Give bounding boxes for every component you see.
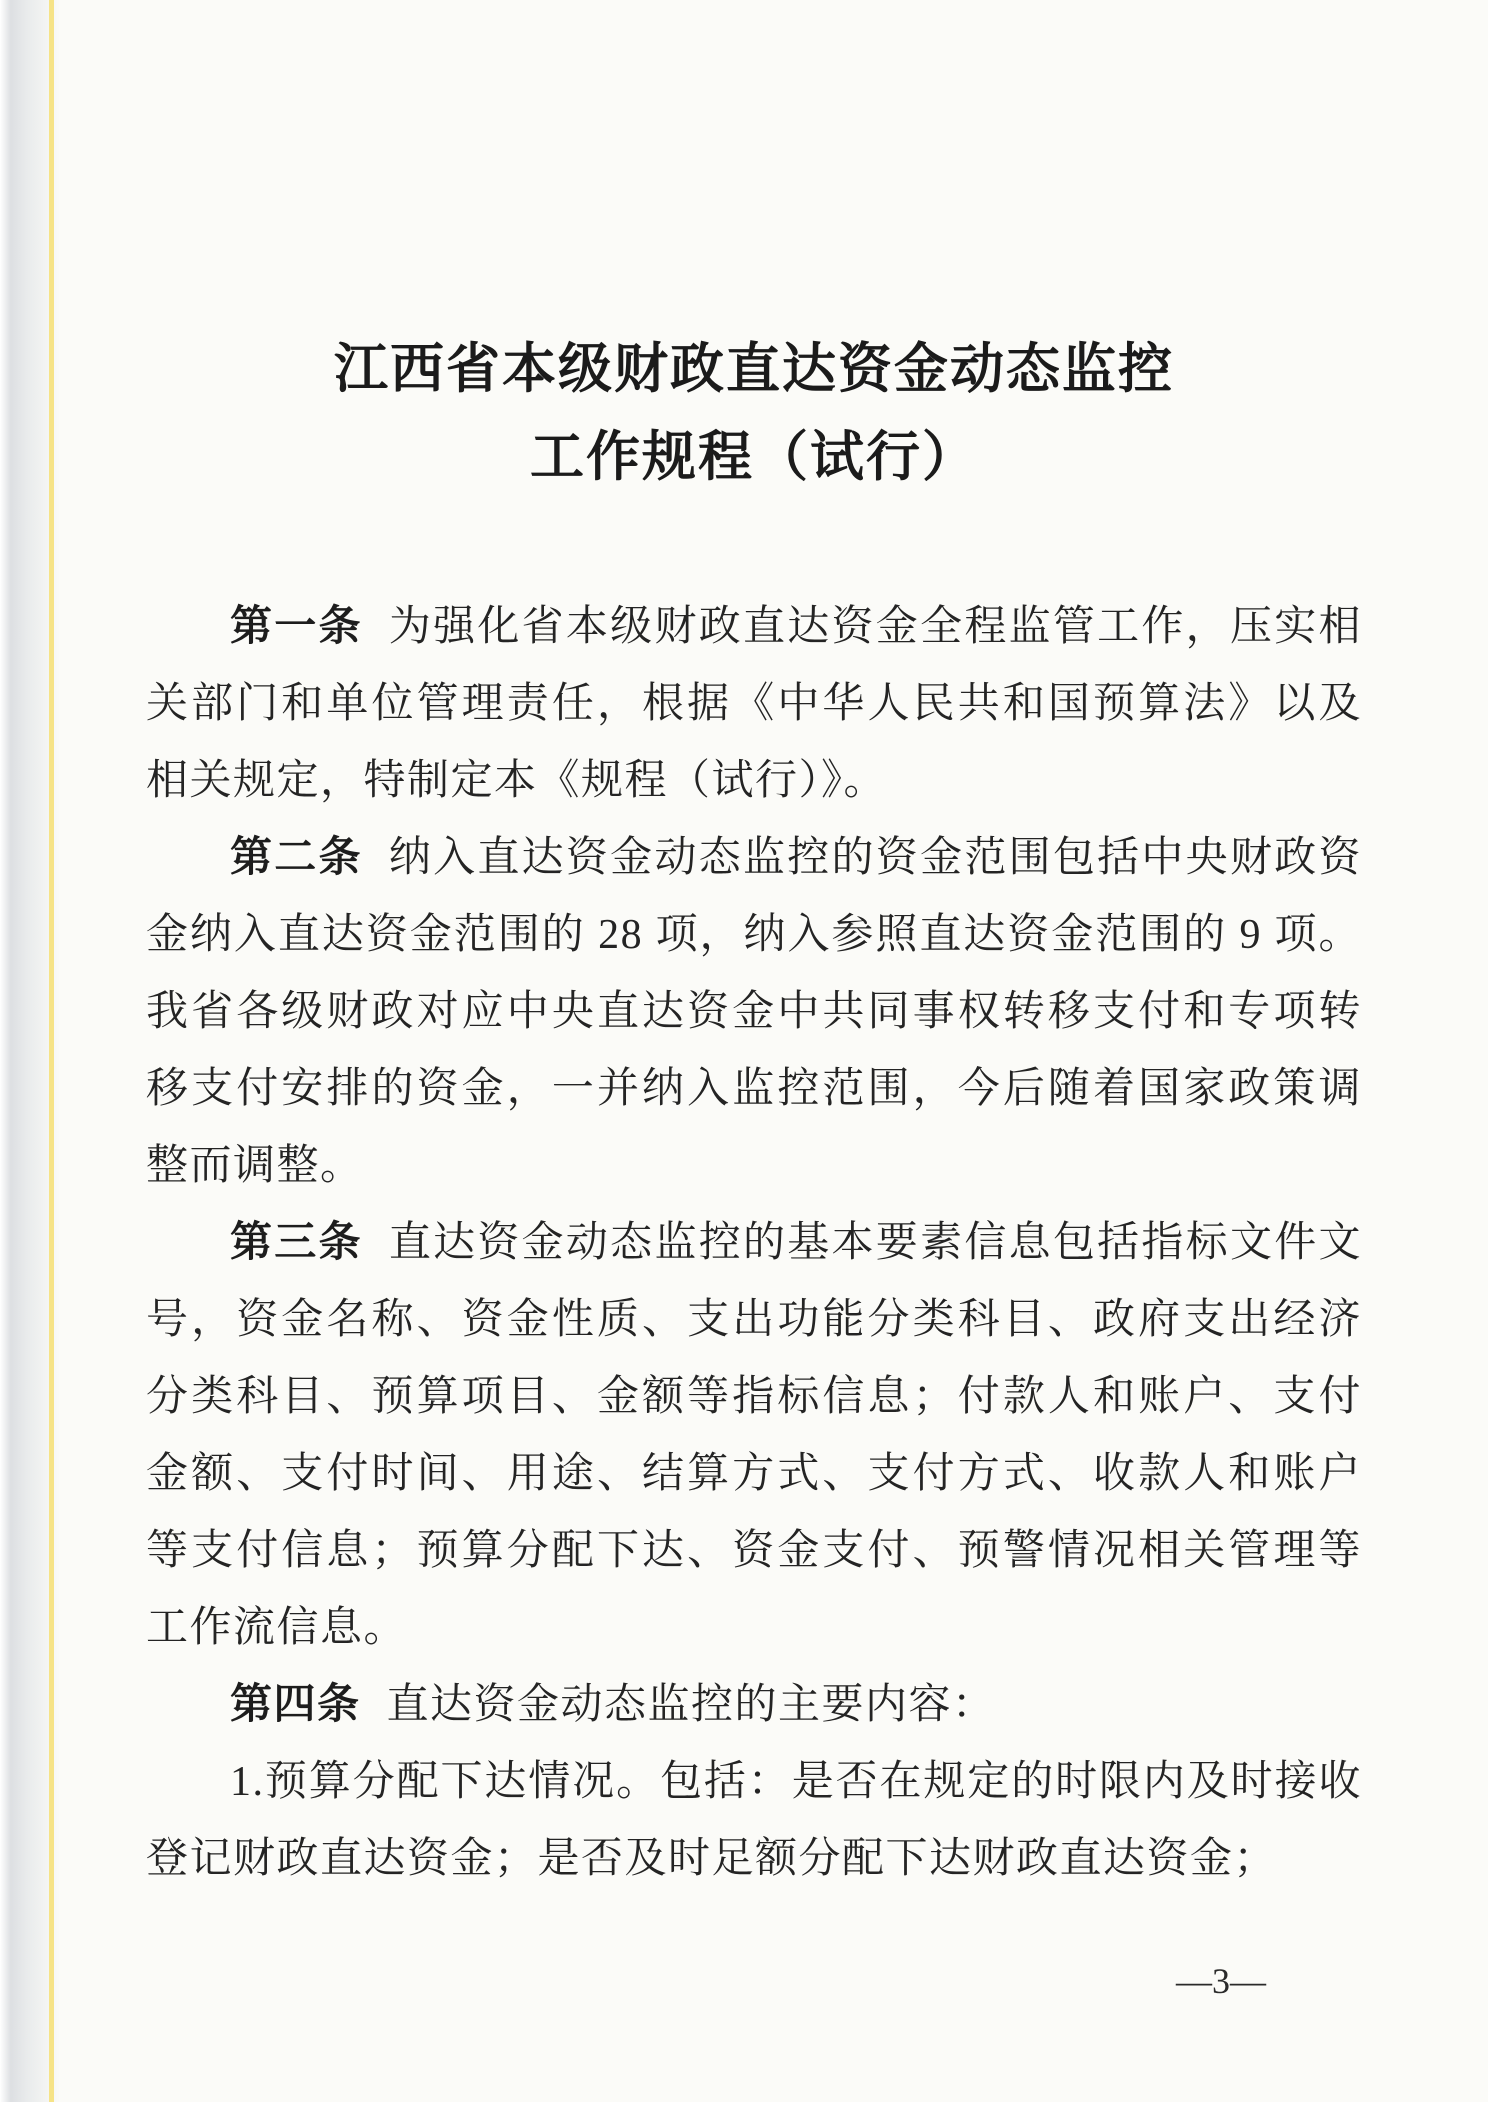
article-1-text: 为强化省本级财政直达资金全程监管工作，压实相关部门和单位管理责任，根据《中华人民共和国预算法》以及相关规定，特制定本《规程（试行）》。 bbox=[146, 604, 1362, 804]
paragraph-article-1 bbox=[146, 589, 1362, 820]
document-title bbox=[146, 325, 1362, 501]
article-3-text: 直达资金动态监控的基本要素信息包括指标文件文号，资金名称、资金性质、支出功能分类科目、政府支出经济分类科目、预算项目、金额等指标信息；付款人和账户、支付金额、支付时间、用途、结算方式、支付方式、收款人和账户等支付信息；预算分配下达、资金支付、预警情况相关管理等工作流信息。 bbox=[146, 1220, 1362, 1651]
document-title-line-2: 工作规程（试行） bbox=[530, 427, 978, 487]
paragraph-article-3 bbox=[146, 1205, 1362, 1667]
article-2-text: 纳入直达资金动态监控的资金范围包括中央财政资金纳入直达资金范围的 28 项，纳入参照直达资金范围的 9 项。我省各级财政对应中央直达资金中共同事权转移支付和专项转移支付安排的资金，一并纳入监控范围，今后随着国家政策调整而调整。 bbox=[146, 835, 1362, 1189]
paragraph-article-4 bbox=[146, 1667, 1362, 1744]
document-title-line-1: 江西省本级财政直达资金动态监控 bbox=[334, 339, 1174, 399]
article-4-label: 第四条 bbox=[230, 1682, 361, 1728]
paragraph-item-1 bbox=[146, 1744, 1362, 1898]
article-4-text: 直达资金动态监控的主要内容： bbox=[386, 1682, 996, 1728]
article-3-label: 第三条 bbox=[230, 1220, 363, 1266]
paragraph-article-2 bbox=[146, 820, 1362, 1205]
scan-yellow-line bbox=[49, 0, 54, 2102]
article-2-label: 第二条 bbox=[230, 835, 363, 881]
page-number: —3— bbox=[1176, 1961, 1266, 2001]
article-1-label: 第一条 bbox=[230, 604, 363, 650]
document-content bbox=[146, 325, 1362, 1898]
item-1-text: 1.预算分配下达情况。包括：是否在规定的时限内及时接收登记财政直达资金；是否及时足额分配下达财政直达资金； bbox=[146, 1759, 1362, 1882]
